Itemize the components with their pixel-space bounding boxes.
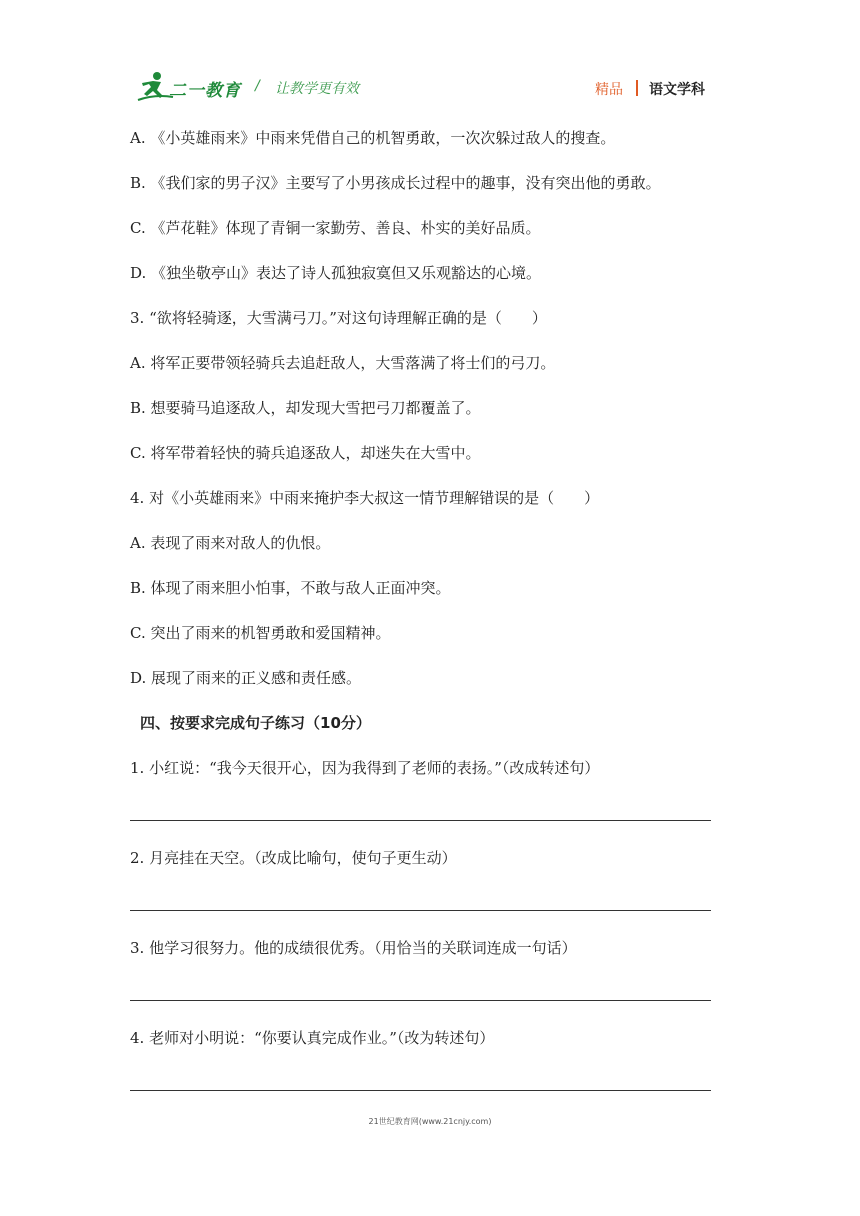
answer-line[interactable]	[130, 910, 711, 911]
header-separator: /	[255, 78, 260, 94]
exercise-prompt: 3. 他学习很努力。他的成绩很优秀。（用恰当的关联词连成一句话）	[130, 939, 577, 957]
option-line: B. 《我们家的男子汉》主要写了小男孩成长过程中的趣事，没有突出他的勇敢。	[130, 174, 661, 192]
badge-quality: 精品	[595, 82, 623, 98]
logo-text: 二一教育	[169, 81, 241, 101]
option-line: D. 展现了雨来的正义感和责任感。	[130, 669, 362, 687]
answer-line[interactable]	[130, 1000, 711, 1001]
badge-subject: 语文学科	[649, 82, 705, 98]
option-line: D. 《独坐敬亭山》表达了诗人孤独寂寞但又乐观豁达的心境。	[130, 264, 542, 282]
option-line: A. 将军正要带领轻骑兵去追赶敌人，大雪落满了将士们的弓刀。	[130, 354, 556, 372]
exercise-prompt: 2. 月亮挂在天空。（改成比喻句，使句子更生动）	[130, 849, 457, 867]
header-slogan: 让教学更有效	[275, 81, 359, 97]
answer-line[interactable]	[130, 1090, 711, 1091]
answer-line[interactable]	[130, 820, 711, 821]
section-title: 四、按要求完成句子练习（10分）	[140, 714, 371, 732]
badge-divider	[636, 80, 638, 96]
option-line: C. 将军带着轻快的骑兵追逐敌人，却迷失在大雪中。	[130, 444, 481, 462]
exercise-prompt: 4. 老师对小明说：“你要认真完成作业。”（改为转述句）	[130, 1029, 495, 1047]
option-line: C. 《芦花鞋》体现了青铜一家勤劳、善良、朴实的美好品质。	[130, 219, 541, 237]
question-line: 3. “欲将轻骑逐，大雪满弓刀。”对这句诗理解正确的是（ ）	[130, 309, 547, 327]
option-line: A. 《小英雄雨来》中雨来凭借自己的机智勇敢，一次次躲过敌人的搜查。	[130, 129, 616, 147]
question-line: 4. 对《小英雄雨来》中雨来掩护李大叔这一情节理解错误的是（ ）	[130, 489, 600, 507]
option-line: C. 突出了雨来的机智勇敢和爱国精神。	[130, 624, 391, 642]
option-line: B. 想要骑马追逐敌人，却发现大雪把弓刀都覆盖了。	[130, 399, 481, 417]
logo	[135, 70, 247, 104]
page-header	[135, 70, 725, 106]
option-line: B. 体现了雨来胆小怕事，不敢与敌人正面冲突。	[130, 579, 451, 597]
option-line: A. 表现了雨来对敌人的仇恨。	[130, 534, 331, 552]
exercise-prompt: 1. 小红说：“我今天很开心，因为我得到了老师的表扬。”（改成转述句）	[130, 759, 600, 777]
page-footer: 21世纪教育网(www.21cnjy.com)	[368, 1117, 492, 1126]
